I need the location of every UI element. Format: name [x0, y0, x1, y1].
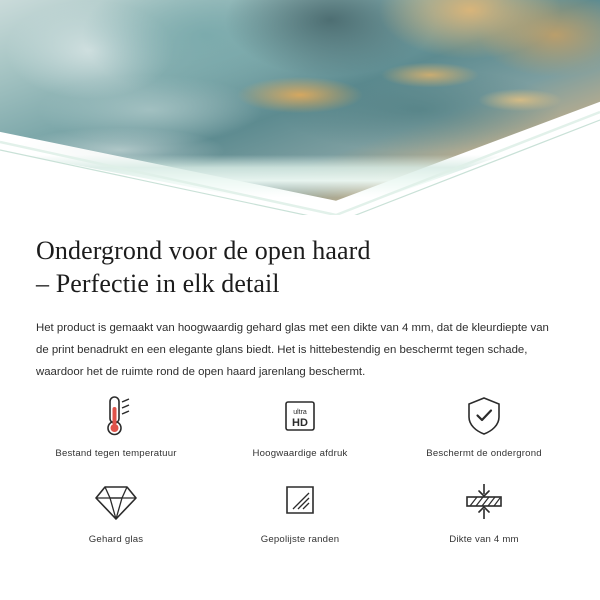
feature-item-surface-protection: [392, 392, 576, 460]
ultra-hd-icon: [278, 392, 322, 440]
feature-item-thickness: [392, 478, 576, 546]
thickness-4mm-icon: [461, 478, 507, 526]
hero-image: [0, 0, 600, 220]
thermometer-icon: [96, 392, 136, 440]
feature-label: Bestand tegen temperatuur: [55, 448, 177, 459]
polished-edge-icon: [279, 478, 321, 526]
feature-grid: [0, 392, 600, 547]
feature-label: Gehard glas: [88, 534, 144, 546]
diamond-icon: [93, 478, 139, 526]
headline-line-1: Ondergrond voor de open haard: [36, 236, 371, 265]
svg-text:HD: HD: [292, 417, 308, 429]
feature-item-tempered-glass: [24, 478, 208, 546]
headline-line-2: – Perfectie in elk detail: [36, 269, 280, 299]
page-title: [0, 220, 600, 301]
feature-label: Gepolijste randen: [260, 534, 340, 546]
marble-artwork-gold-veins: [0, 0, 600, 215]
feature-label: Dikte van 4 mm: [449, 534, 519, 546]
feature-label: Beschermt de ondergrond: [426, 448, 542, 459]
body-text: Het product is gemaakt van hoogwaardig gehard glas met een dikte van 4 mm, dat de kleurdiepte van de print benadrukt en een elegante glans biedt. Het is hittebestendig en beschermt tegen schade, waardoor het de ruimte rond de open haard jarenlang beschermt.: [36, 321, 549, 378]
feature-label: Hoogwaardige afdruk: [252, 448, 348, 459]
sparkle-icon: [508, 168, 550, 210]
feature-item-print-quality: [208, 392, 392, 460]
feature-item-polished-edges: [208, 478, 392, 546]
svg-text:ultra: ultra: [293, 409, 307, 416]
feature-item-temperature: [24, 392, 208, 460]
shield-check-icon: [462, 392, 506, 440]
text-content: [0, 220, 600, 383]
